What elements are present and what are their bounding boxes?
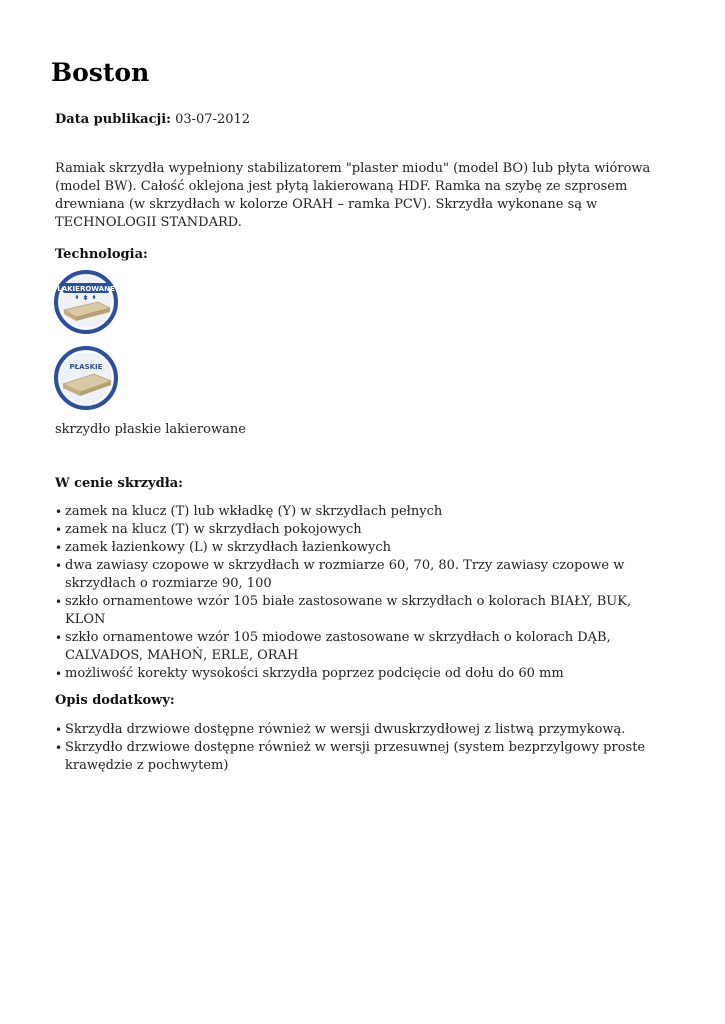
lacquered-badge-label: LAKIEROWANE <box>57 285 115 293</box>
bullet-icon: • <box>55 667 63 681</box>
list-item: • szkło ornamentowe wzór 105 białe zastosowane w skrzydłach o kolorach BIAŁY, BUK, KLON <box>55 594 632 627</box>
list-item: • zamek na klucz (T) lub wkładkę (Y) w skrzydłach pełnych <box>55 504 443 519</box>
list-item: • zamek łazienkowy (L) w skrzydłach łazienkowych <box>55 540 392 555</box>
bullet-icon: • <box>55 523 63 537</box>
additional-description-list <box>55 721 675 775</box>
bullet-icon: • <box>55 505 63 519</box>
price-includes-list <box>55 503 675 683</box>
bullet-icon: • <box>55 559 63 573</box>
price-includes-heading: W cenie skrzydła: <box>55 476 183 491</box>
page-title: Boston <box>51 58 150 87</box>
publication-date-label: Data publikacji: <box>55 112 171 127</box>
list-item: • Skrzydła drzwiowe dostępne również w wersji dwuskrzydłowej z listwą przymykową. <box>55 722 626 737</box>
list-item: • zamek na klucz (T) w skrzydłach pokojowych <box>55 522 362 537</box>
flat-badge-graphic <box>54 346 118 410</box>
lacquered-badge-icon <box>54 270 118 334</box>
list-item: • Skrzydło drzwiowe dostępne również w wersji przesuwnej (system bezprzylgowy proste krawędzie z pochwytem) <box>55 740 646 773</box>
publication-date-value: 03-07-2012 <box>175 112 251 127</box>
bullet-icon: • <box>55 723 63 737</box>
list-item: • dwa zawiasy czopowe w skrzydłach w rozmiarze 60, 70, 80. Trzy zawiasy czopowe w skrzydłach o rozmiarze 90, 100 <box>55 558 625 591</box>
technology-caption: skrzydło płaskie lakierowane <box>55 422 246 437</box>
additional-description-heading: Opis dodatkowy: <box>55 693 175 708</box>
bullet-icon: • <box>55 595 63 609</box>
product-description: Ramiak skrzydła wypełniony stabilizatorem "plaster miodu" (model BO) lub płyta wiórowa (model BW). Całość oklejona jest płytą lakierowaną HDF. Ramka na szybę ze szprosem drewniana (w skrzydłach w kolorze ORAH – ramka PCV). Skrzydła wykonane są w TECHNOLOGII STANDARD. <box>55 161 651 230</box>
technology-heading: Technologia: <box>55 247 148 262</box>
flat-badge-icon <box>54 346 118 410</box>
bullet-icon: • <box>55 541 63 555</box>
list-item: • szkło ornamentowe wzór 105 miodowe zastosowane w skrzydłach o kolorach DĄB, CALVADOS, MAHOŃ, ERLE, ORAH <box>55 630 611 663</box>
bullet-icon: • <box>55 631 63 645</box>
flat-badge-label: PŁASKIE <box>69 363 103 371</box>
lacquered-badge-graphic <box>54 270 118 334</box>
bullet-icon: • <box>55 741 63 755</box>
publication-date-line <box>55 111 250 129</box>
list-item: • możliwość korekty wysokości skrzydła poprzez podcięcie od dołu do 60 mm <box>55 666 564 681</box>
